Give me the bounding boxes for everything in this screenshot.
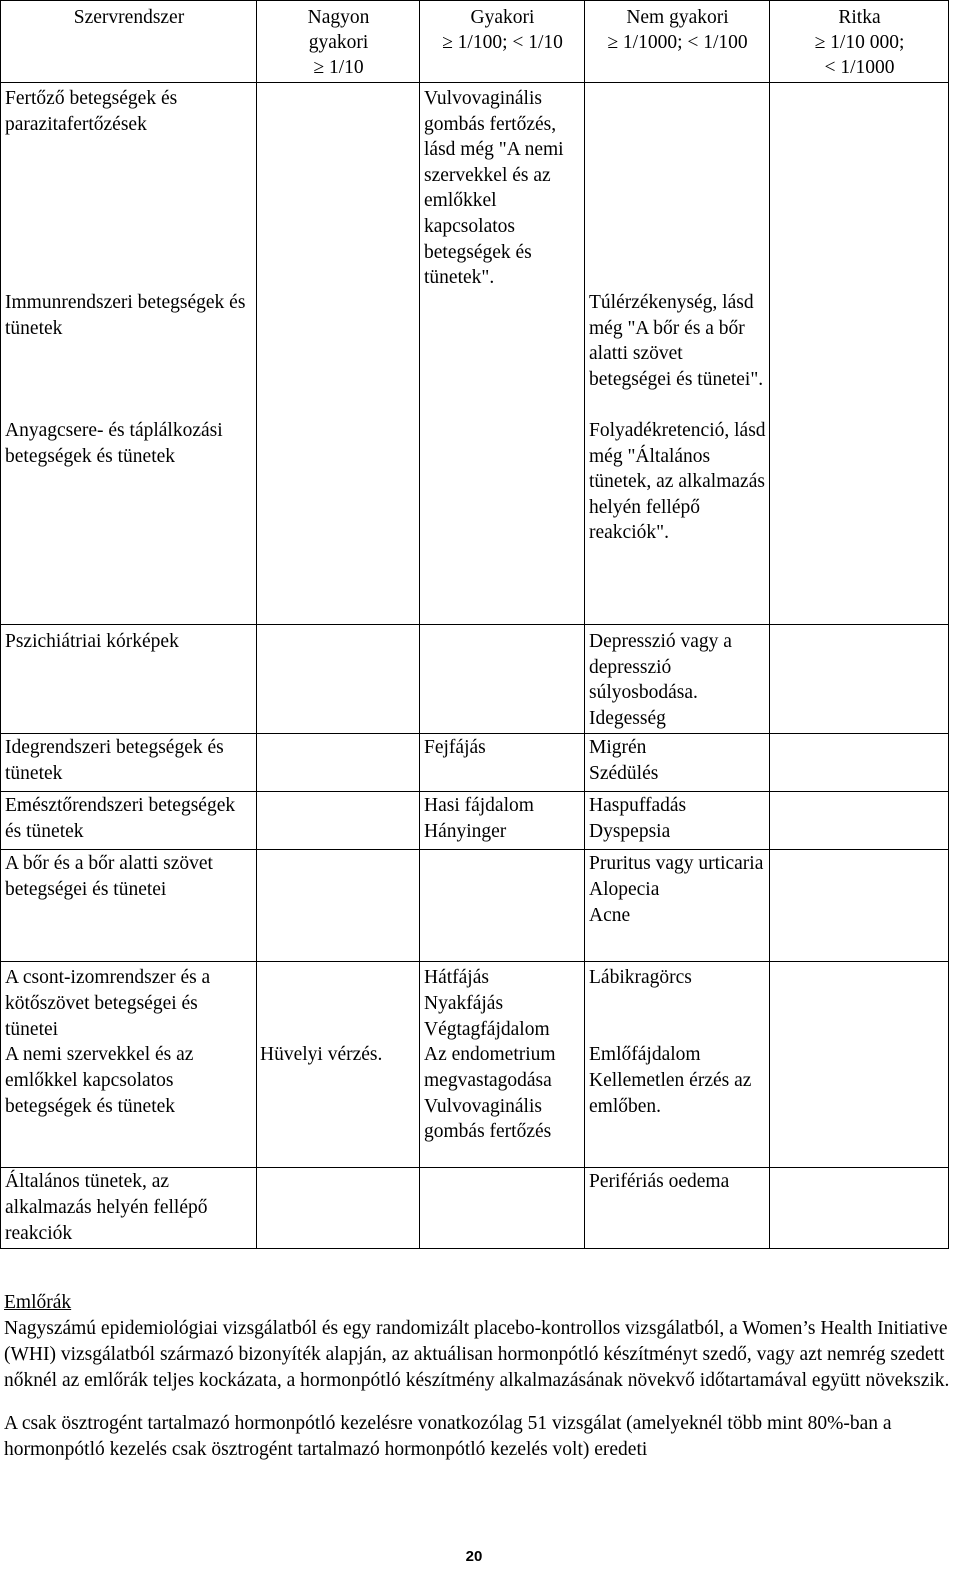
table-header-row — [1, 1, 949, 83]
cell-soc — [1, 962, 257, 1168]
uncommon-immune: Túlérzékenység, lásd még "A bőr és a bőr alatti szövet betegségei és tünetei". — [589, 292, 764, 390]
table-row — [1, 1168, 949, 1249]
soc-immune: Immunrendszeri betegségek és tünetek — [5, 292, 246, 339]
common-reproductive: Az endometrium megvastagodása Vulvovaginális gombás fertőzés — [424, 1044, 556, 1143]
table-row — [1, 734, 949, 792]
table-row — [1, 962, 949, 1168]
page-number: 20 — [465, 1548, 483, 1565]
notes-paragraph-1: Emlőrák Nagyszámú epidemiológiai vizsgálatból és egy randomizált placebo-kontrollos vizsgálatból, a Women’s Health Initiative (WHI) vizsgálatból származó bizonyíték alapján, az aktuálisan hormonpótló készítményt szedő, vagy azt nemrég szedett nőknél az emlőrák teljes kockázata, a hormonpótló készítmény alkalmazásának növekvő időtartamával együtt növekszik. — [4, 1290, 954, 1394]
soc-nervous: Idegrendszeri betegségek és tünetek — [1, 734, 257, 792]
table-row — [1, 83, 949, 625]
uncommon-nervous: Migrén Szédülés — [585, 734, 770, 792]
uncommon-reproductive: Emlőfájdalom Kellemetlen érzés az emlőben. — [589, 1044, 752, 1117]
cell-rare — [770, 83, 949, 625]
section-heading: Emlőrák — [4, 1292, 72, 1313]
common-musculoskeletal: Hátfájás Nyakfájás Végtagfájdalom — [424, 967, 550, 1040]
cell-soc — [1, 83, 257, 625]
uncommon-general: Perifériás oedema — [585, 1168, 770, 1249]
soc-gastrointestinal: Emésztőrendszeri betegségek és tünetek — [1, 792, 257, 850]
notes-paragraph-2: A csak ösztrogént tartalmazó hormonpótló kezelésre vonatkozólag 51 vizsgálat (amelyeknél több mint 80%-ban a hormonpótló kezelés csak ösztrogént tartalmazó hormonpótló kezelés volt) eredeti — [4, 1413, 892, 1460]
table-row — [1, 625, 949, 734]
table-row — [1, 792, 949, 850]
cell-very-common — [257, 83, 420, 625]
header-common: Gyakori ≥ 1/100; < 1/10 — [420, 1, 585, 83]
header-soc: Szervrendszer — [1, 1, 257, 83]
soc-metabolism: Anyagcsere- és táplálkozási betegségek és tünetek — [5, 420, 223, 467]
soc-reproductive: A nemi szervekkel és az emlőkkel kapcsolatos betegségek és tünetek — [5, 1044, 194, 1117]
common-nervous: Fejfájás — [420, 734, 585, 792]
cell-uncommon — [585, 83, 770, 625]
uncommon-psychiatric: Depresszió vagy a depresszió súlyosbodása. Idegesség — [585, 625, 770, 734]
cell-uncommon — [585, 962, 770, 1168]
cell-common — [420, 83, 585, 625]
notes-section — [4, 1290, 954, 1480]
cell-common — [420, 962, 585, 1168]
uncommon-skin: Pruritus vagy urticaria Alopecia Acne — [585, 850, 770, 962]
soc-musculoskeletal: A csont-izomrendszer és a kötőszövet betegségei és tünetei — [5, 967, 211, 1040]
soc-psychiatric: Pszichiátriai kórképek — [1, 625, 257, 734]
very-common-reproductive: Hüvelyi vérzés. — [260, 1044, 383, 1066]
soc-skin: A bőr és a bőr alatti szövet betegségei és tünetei — [1, 850, 257, 962]
soc-infections: Fertőző betegségek és parazitafertőzések — [5, 88, 178, 135]
uncommon-metabolism: Folyadékretenció, lásd még "Általános tünetek, az alkalmazás helyén fellépő reakciók". — [589, 420, 766, 544]
soc-general: Általános tünetek, az alkalmazás helyén fellépő reakciók — [1, 1168, 257, 1249]
header-rare: Ritka ≥ 1/10 000; < 1/1000 — [770, 1, 949, 83]
common-gastrointestinal: Hasi fájdalom Hányinger — [420, 792, 585, 850]
header-uncommon: Nem gyakori ≥ 1/1000; < 1/100 — [585, 1, 770, 83]
table-row — [1, 850, 949, 962]
common-infections: Vulvovaginális gombás fertőzés, lásd még "A nemi szervekkel és az emlőkkel kapcsolatos betegségek és tünetek". — [424, 88, 564, 289]
uncommon-gastrointestinal: Haspuffadás Dyspepsia — [585, 792, 770, 850]
cell-very-common — [257, 962, 420, 1168]
header-very-common: Nagyon gyakori ≥ 1/10 — [257, 1, 420, 83]
uncommon-musculoskeletal: Lábikragörcs — [589, 967, 692, 989]
